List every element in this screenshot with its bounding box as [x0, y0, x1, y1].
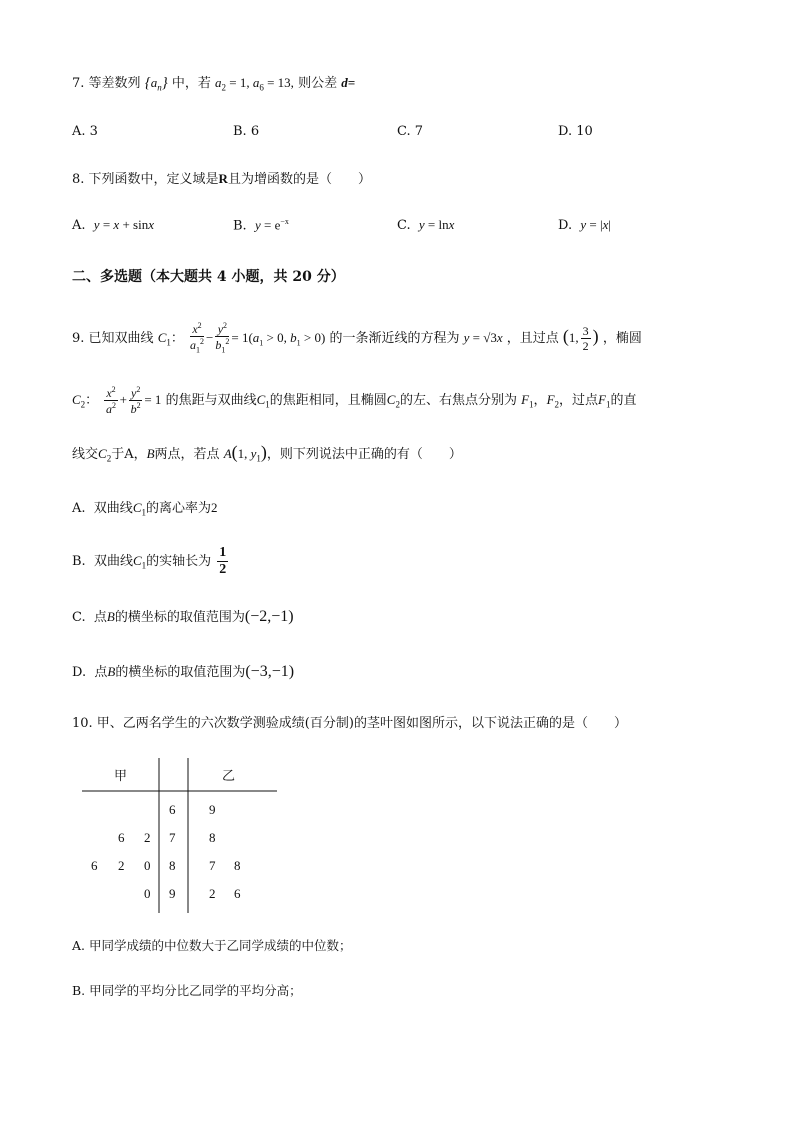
stem-cell: 7	[169, 830, 176, 845]
q9-line-3: 线交$C_2$于A，B两点，若点 A(1, $y_1$)，则下列说法中正确的有（ ）	[72, 442, 462, 464]
leaf-cell: 8	[234, 858, 241, 873]
leaf-cell: 9	[209, 802, 216, 817]
q7-stem: 7. 等差数列 $\{a_n\}$ 中，若 $a_2 = 1$, $a_6 = 13$, 则公差 d=	[72, 75, 356, 93]
stem-cell: 6	[169, 802, 176, 817]
leaf-cell: 8	[209, 830, 216, 845]
q9-line-1: 9. 已知双曲线 $C_1$： $\frac{x^2}{a_1^2}$ − $\frac{y^2}{b_1^2}$ = $1(a_1 > 0$, $b_1 > 0$) 的一条渐近线的方程为 y = √3x ，且过点 (1, $\frac{3}{2}$ ) ，椭圆	[72, 321, 642, 355]
q10-option-b: B. 甲同学的平均分比乙同学的平均分高；	[72, 983, 302, 998]
leaf-cell: 0	[144, 886, 151, 901]
q9-option-b: B. 双曲线$C_1$的实轴长为 $\frac{1}{2}$	[72, 545, 227, 577]
header-jia: 甲	[114, 768, 128, 783]
leaf-cell: 2	[209, 886, 216, 901]
q7-option-b: B. 6	[233, 124, 260, 139]
q8-option-d: D. y = |x|	[558, 217, 611, 233]
q10-stem: 10. 甲、乙两名学生的六次数学测验成绩(百分制)的茎叶图如图所示，以下说法正确的是（ ）	[72, 716, 627, 731]
q7-option-c: C. 7	[397, 124, 424, 139]
q9-option-c: C. 点B的横坐标的取值范围为(−2,−1)	[72, 608, 294, 625]
q9-line-2: $C_2$： $\frac{x^2}{a^2}$ + $\frac{y^2}{b^2}$ = 1 的焦距与双曲线$C_1$的焦距相同，且椭圆$C_2$的左、右焦点分别为 $F_1$，$F_2$，过点$F_1$的直	[72, 385, 637, 416]
q7-option-a: A. 3	[72, 124, 98, 139]
q9-option-a: A. 双曲线$C_1$的离心率为2	[72, 500, 218, 518]
q10-option-a: A. 甲同学成绩的中位数大于乙同学成绩的中位数；	[72, 938, 352, 953]
q8-option-c: C. y = lnx	[397, 217, 455, 233]
leaf-cell: 2	[118, 858, 125, 873]
leaf-cell: 0	[144, 858, 151, 873]
leaf-cell: 6	[234, 886, 241, 901]
leaf-cell: 6	[118, 830, 125, 845]
leaf-cell: 2	[144, 830, 151, 845]
stem-leaf-lines	[82, 758, 282, 918]
q8-stem: 8. 下列函数中，定义域是R且为增函数的是（ ）	[72, 171, 371, 187]
section-heading: 二、多选题（本大题共 4 小题，共 20 分）	[72, 269, 345, 285]
leaf-cell: 6	[91, 858, 98, 873]
leaf-cell: 7	[209, 858, 216, 873]
q9-option-d: D. 点B的横坐标的取值范围为(−3,−1)	[72, 663, 295, 680]
stem-cell: 9	[169, 886, 176, 901]
q7-option-d: D. 10	[558, 124, 593, 139]
header-yi: 乙	[222, 768, 236, 783]
q8-option-b: B. $y = e^{-x}$	[233, 217, 289, 234]
stem-cell: 8	[169, 858, 176, 873]
q8-option-a: A. y = x + sinx	[72, 217, 154, 233]
